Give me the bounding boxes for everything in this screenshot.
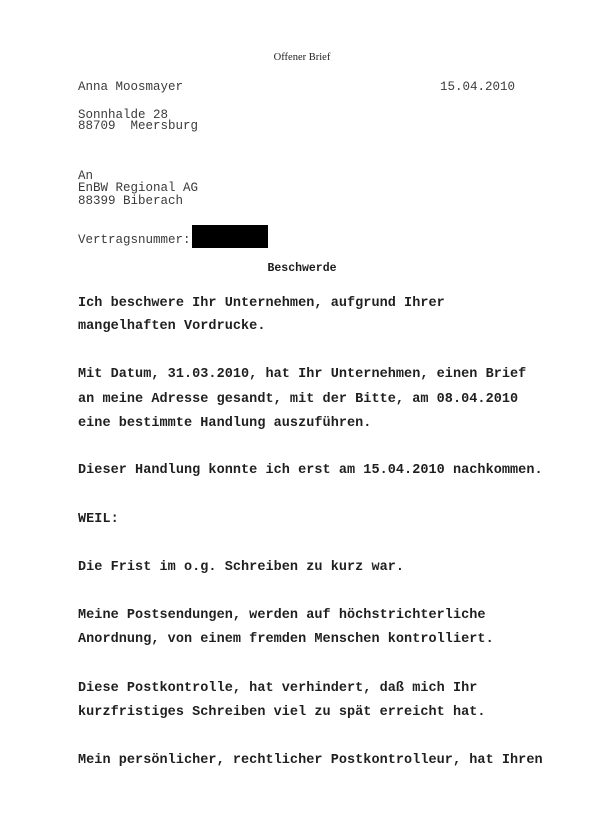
body-line: Diese Postkontrolle, hat verhindert, daß mich Ihr [78, 681, 478, 696]
recipient-company: EnBW Regional AG [78, 181, 199, 195]
sender-street: Sonnhalde 28 [78, 108, 169, 122]
sender-city: 88709 Meersburg [78, 119, 199, 133]
body-line: an meine Adresse gesandt, mit der Bitte, am 08.04.2010 [78, 392, 519, 407]
body-line: kurzfristiges Schreiben viel zu spät erreicht hat. [78, 705, 486, 720]
contract-number-redaction [192, 225, 268, 248]
body-line: Anordnung, von einem fremden Menschen kontrolliert. [78, 632, 494, 647]
recipient-prefix: An [78, 169, 94, 183]
body-line: Ich beschwere Ihr Unternehmen, aufgrund Ihrer [78, 296, 445, 311]
body-line: mangelhaften Vordrucke. [78, 319, 266, 334]
subject-line: Beschwerde [267, 262, 337, 275]
body-line: Mit Datum, 31.03.2010, hat Ihr Unternehmen, einen Brief [78, 367, 527, 382]
contract-number-label: Vertragsnummer: [78, 233, 191, 247]
body-line: Die Frist im o.g. Schreiben zu kurz war. [78, 560, 405, 575]
recipient-city: 88399 Biberach [78, 194, 184, 208]
body-line: Meine Postsendungen, werden auf höchstrichterliche [78, 608, 486, 623]
letter-date: 15.04.2010 [440, 80, 516, 94]
body-line: WEIL: [78, 512, 119, 527]
document-title: Offener Brief [273, 52, 331, 63]
sender-name: Anna Moosmayer [78, 80, 184, 94]
body-line: Dieser Handlung konnte ich erst am 15.04.2010 nachkommen. [78, 463, 543, 478]
body-line: eine bestimmte Handlung auszuführen. [78, 416, 372, 431]
body-line: Mein persönlicher, rechtlicher Postkontrolleur, hat Ihren [78, 753, 543, 768]
